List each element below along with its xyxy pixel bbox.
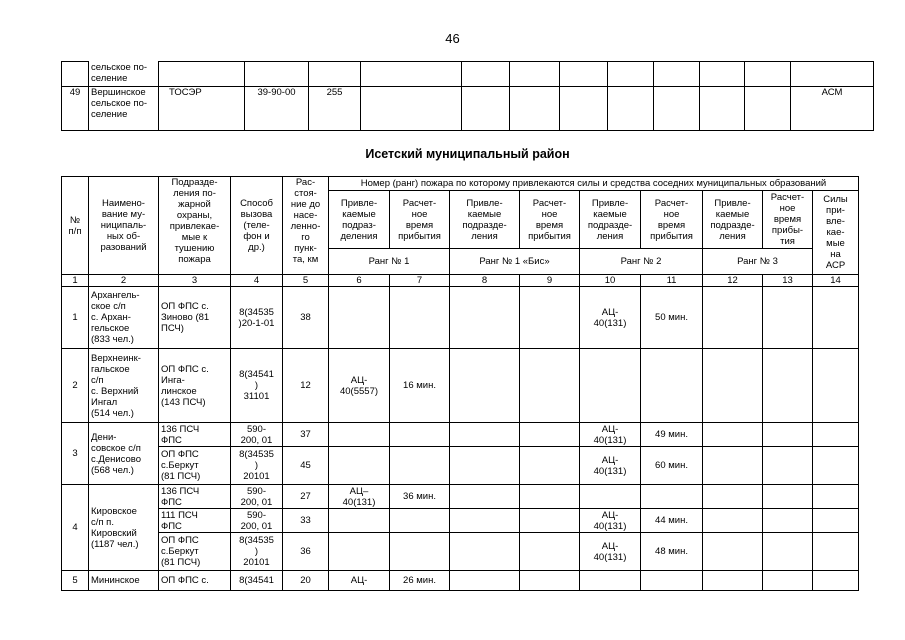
row-rank2-units: АЦ- 40(131): [580, 423, 641, 447]
row-rank2-units: АЦ- 40(131): [580, 533, 641, 571]
col-number: 2: [89, 275, 159, 287]
col-number: 10: [580, 275, 641, 287]
header-time-rank1: Расчет- ное время прибытия: [390, 191, 450, 249]
prev-row-num: 49: [62, 87, 89, 131]
row-unit: 111 ПСЧ ФПС: [159, 509, 231, 533]
row-unit: ОП ФПС с.Беркут (81 ПСЧ): [159, 533, 231, 571]
row-rank2-time: 44 мин.: [641, 509, 703, 533]
col-number: 6: [329, 275, 390, 287]
row-phone: 590- 200, 01: [231, 485, 283, 509]
row-name: Дени- совское с/п с.Денисово (568 чел.): [89, 423, 159, 485]
row-unit: ОП ФПС с.: [159, 571, 231, 591]
header-time-rank3: Расчет- ное время прибы- тия: [763, 191, 813, 249]
previous-table: [61, 61, 874, 131]
row-name: Мининское: [89, 571, 159, 591]
table-row: [62, 423, 859, 447]
row-phone: 8(34541: [231, 571, 283, 591]
row-phone: 8(34535 ) 20101: [231, 533, 283, 571]
row-unit: ОП ФПС с.Беркут (81 ПСЧ): [159, 447, 231, 485]
header-name: Наимено- вание му- ниципаль- ных об- разований: [89, 177, 159, 275]
header-call: Способ вызова (теле- фон и др.): [231, 177, 283, 275]
header-num: № п/п: [62, 177, 89, 275]
col-number: 13: [763, 275, 813, 287]
row-rank2-time: 49 мин.: [641, 423, 703, 447]
row-rank2-units: АЦ- 40(131): [580, 287, 641, 349]
col-number: 7: [390, 275, 450, 287]
col-number: 11: [641, 275, 703, 287]
row-rank2-time: 60 мин.: [641, 447, 703, 485]
header-rank2: Ранг № 2: [580, 249, 703, 275]
table-row: [62, 349, 859, 423]
row-name: Архангель- ское с/п с. Архан- гельское (833 чел.): [89, 287, 159, 349]
row-distance: 20: [283, 571, 329, 591]
row-phone: 8(34535 )20-1-01: [231, 287, 283, 349]
header-units-rank2: Привле- каемые подразде- ления: [580, 191, 641, 249]
col-number: 9: [520, 275, 580, 287]
header-unit: Подразде- ления по- жарной охраны, привлекае- мые к тушению пожара: [159, 177, 231, 275]
table-row: [62, 287, 859, 349]
row-phone: 590- 200, 01: [231, 423, 283, 447]
page-number: 46: [445, 31, 460, 46]
header-asr: Силы при- вле- кае- мые на АСР: [813, 191, 859, 275]
row-rank2-units: АЦ- 40(131): [580, 447, 641, 485]
district-table: [61, 176, 859, 591]
prev-row-unit: ТОСЭР: [159, 87, 245, 131]
table-row: [62, 447, 859, 485]
prev-row-name: Вершинское сельское по- селение: [89, 87, 159, 131]
header-rank1bis: Ранг № 1 «Бис»: [450, 249, 580, 275]
row-distance: 37: [283, 423, 329, 447]
row-phone: 8(34535 ) 20101: [231, 447, 283, 485]
row-unit: 136 ПСЧ ФПС: [159, 485, 231, 509]
row-rank1-units: АЦ-: [329, 571, 390, 591]
row-unit: ОП ФПС с. Зиново (81 ПСЧ): [159, 287, 231, 349]
row-name: Верхнеинк- гальское с/п с. Верхний Ингал (514 чел.): [89, 349, 159, 423]
row-distance: 27: [283, 485, 329, 509]
header-rank3: Ранг № 3: [703, 249, 813, 275]
row-num: 2: [62, 349, 89, 423]
col-number: 14: [813, 275, 859, 287]
table-row: [62, 571, 859, 591]
col-number: 1: [62, 275, 89, 287]
row-rank1-units: АЦ– 40(131): [329, 485, 390, 509]
row-rank1-units: АЦ- 40(5557): [329, 349, 390, 423]
header-distance: Рас- стоя- ние до насе- ленно- го пунк- та, км: [283, 177, 329, 275]
header-units-rank1bis: Привле- каемые подразде- ления: [450, 191, 520, 249]
row-name: Кировское с/п п. Кировский (1187 чел.): [89, 485, 159, 571]
row-num: 1: [62, 287, 89, 349]
row-distance: 36: [283, 533, 329, 571]
row-rank1-time: 36 мин.: [390, 485, 450, 509]
row-num: 5: [62, 571, 89, 591]
prev-row-dist: 255: [309, 87, 361, 131]
header-rank1: Ранг № 1: [329, 249, 450, 275]
row-unit: 136 ПСЧ ФПС: [159, 423, 231, 447]
col-number: 12: [703, 275, 763, 287]
row-distance: 45: [283, 447, 329, 485]
row-rank2-time: 48 мин.: [641, 533, 703, 571]
table-row: [62, 509, 859, 533]
row-rank1-time: 16 мин.: [390, 349, 450, 423]
district-title: Исетский муниципальный район: [365, 147, 570, 161]
row-rank1-time: 26 мин.: [390, 571, 450, 591]
prev-row-extra: АСМ: [791, 87, 874, 131]
header-time-rank2: Расчет- ное время прибытия: [641, 191, 703, 249]
prev-row-num: [62, 62, 89, 87]
header-time-rank1bis: Расчет- ное время прибытия: [520, 191, 580, 249]
col-number: 8: [450, 275, 520, 287]
row-rank2-units: АЦ- 40(131): [580, 509, 641, 533]
row-num: 3: [62, 423, 89, 485]
table-row: [62, 485, 859, 509]
col-number: 5: [283, 275, 329, 287]
header-units-rank1: Привле- каемые подраз- деления: [329, 191, 390, 249]
table-row: [62, 533, 859, 571]
col-number: 3: [159, 275, 231, 287]
row-phone: 8(34541 ) 31101: [231, 349, 283, 423]
header-group: Номер (ранг) пожара по которому привлекаются силы и средства соседних муниципальных образований: [329, 177, 859, 191]
row-rank2-time: 50 мин.: [641, 287, 703, 349]
row-distance: 12: [283, 349, 329, 423]
row-unit: ОП ФПС с. Инга- линское (143 ПСЧ): [159, 349, 231, 423]
prev-row-name: сельское по- селение: [89, 62, 159, 87]
col-number: 4: [231, 275, 283, 287]
row-distance: 33: [283, 509, 329, 533]
header-units-rank3: Привле- каемые подразде- ления: [703, 191, 763, 249]
row-phone: 590- 200, 01: [231, 509, 283, 533]
row-distance: 38: [283, 287, 329, 349]
prev-row-phone: 39-90-00: [245, 87, 309, 131]
row-num: 4: [62, 485, 89, 571]
